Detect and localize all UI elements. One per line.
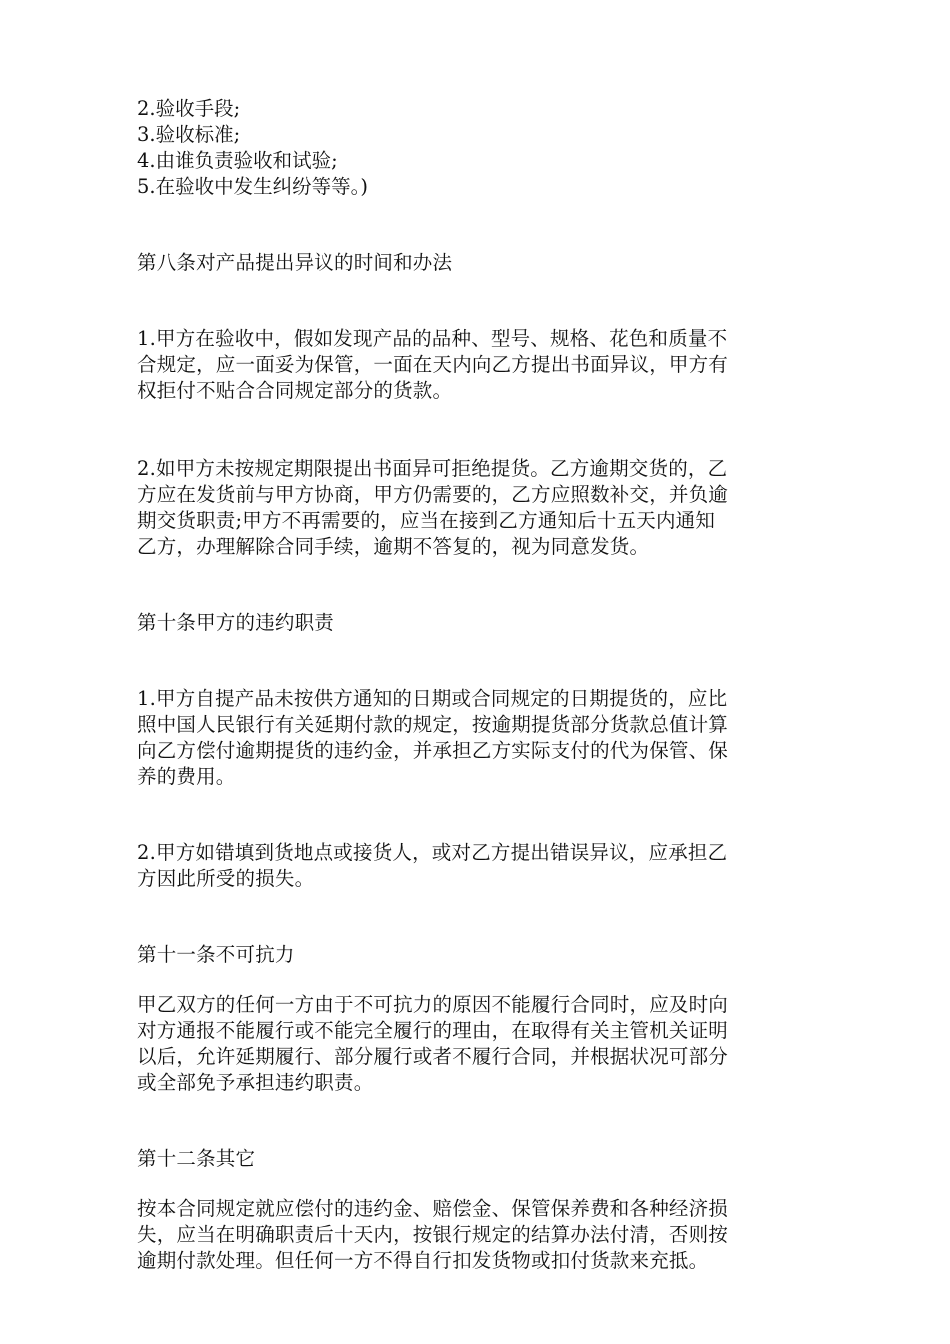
paragraph-line: 养的费用。 xyxy=(137,765,236,788)
article-10-paragraph-2 xyxy=(137,840,817,892)
document-page xyxy=(137,96,817,1274)
acceptance-list xyxy=(137,96,817,200)
article-8-heading xyxy=(137,250,817,276)
paragraph-line: 合规定，应一面妥为保管，一面在天内向乙方提出书面异议，甲方有 xyxy=(137,353,729,376)
article-11-paragraph-1 xyxy=(137,992,817,1096)
paragraph-line: 期交货职责;甲方不再需要的，应当在接到乙方通知后十五天内通知 xyxy=(137,509,716,532)
paragraph-line: 2.如甲方未按规定期限提出书面异可拒绝提货。乙方逾期交货的，乙 xyxy=(137,457,728,480)
list-item: 4.由谁负责验收和试验; xyxy=(137,149,338,172)
paragraph-line: 向乙方偿付逾期提货的违约金，并承担乙方实际支付的代为保管、保 xyxy=(137,739,729,762)
paragraph-line: 乙方，办理解除合同手续，逾期不答复的，视为同意发货。 xyxy=(137,535,650,558)
paragraph-line: 照中国人民银行有关延期付款的规定，按逾期提货部分货款总值计算 xyxy=(137,713,729,736)
paragraph-line: 1.甲方在验收中，假如发现产品的品种、型号、规格、花色和质量不 xyxy=(137,327,728,350)
paragraph-line: 以后，允许延期履行、部分履行或者不履行合同，并根据状况可部分 xyxy=(137,1045,729,1068)
article-12-heading xyxy=(137,1146,817,1172)
article-8-paragraph-1 xyxy=(137,326,817,404)
paragraph-line: 失，应当在明确职责后十天内，按银行规定的结算办法付清，否则按 xyxy=(137,1223,729,1246)
article-10-paragraph-1 xyxy=(137,686,817,790)
paragraph-line: 权拒付不贴合合同规定部分的货款。 xyxy=(137,379,453,402)
paragraph-line: 按本合同规定就应偿付的违约金、赔偿金、保管保养费和各种经济损 xyxy=(137,1197,729,1220)
list-item: 3.验收标准; xyxy=(137,123,241,146)
article-10-heading xyxy=(137,610,817,636)
paragraph-line: 方应在发货前与甲方协商，甲方仍需要的，乙方应照数补交，并负逾 xyxy=(137,483,729,506)
paragraph-line: 甲乙双方的任何一方由于不可抗力的原因不能履行合同时，应及时向 xyxy=(137,993,729,1016)
paragraph-line: 对方通报不能履行或不能完全履行的理由，在取得有关主管机关证明 xyxy=(137,1019,729,1042)
section-heading: 第十二条其它 xyxy=(137,1147,256,1170)
section-heading: 第十一条不可抗力 xyxy=(137,943,295,966)
list-item: 2.验收手段; xyxy=(137,97,241,120)
article-8-paragraph-2 xyxy=(137,456,817,560)
paragraph-line: 1.甲方自提产品未按供方通知的日期或合同规定的日期提货的，应比 xyxy=(137,687,728,710)
list-item: 5.在验收中发生纠纷等等。) xyxy=(137,175,368,198)
paragraph-line: 逾期付款处理。但任何一方不得自行扣发货物或扣付货款来充抵。 xyxy=(137,1249,709,1272)
article-11-heading xyxy=(137,942,817,968)
section-heading: 第八条对产品提出异议的时间和办法 xyxy=(137,251,453,274)
article-12-paragraph-1 xyxy=(137,1196,817,1274)
paragraph-line: 或全部免予承担违约职责。 xyxy=(137,1071,374,1094)
section-heading: 第十条甲方的违约职责 xyxy=(137,611,335,634)
paragraph-line: 方因此所受的损失。 xyxy=(137,867,315,890)
paragraph-line: 2.甲方如错填到货地点或接货人，或对乙方提出错误异议，应承担乙 xyxy=(137,841,728,864)
